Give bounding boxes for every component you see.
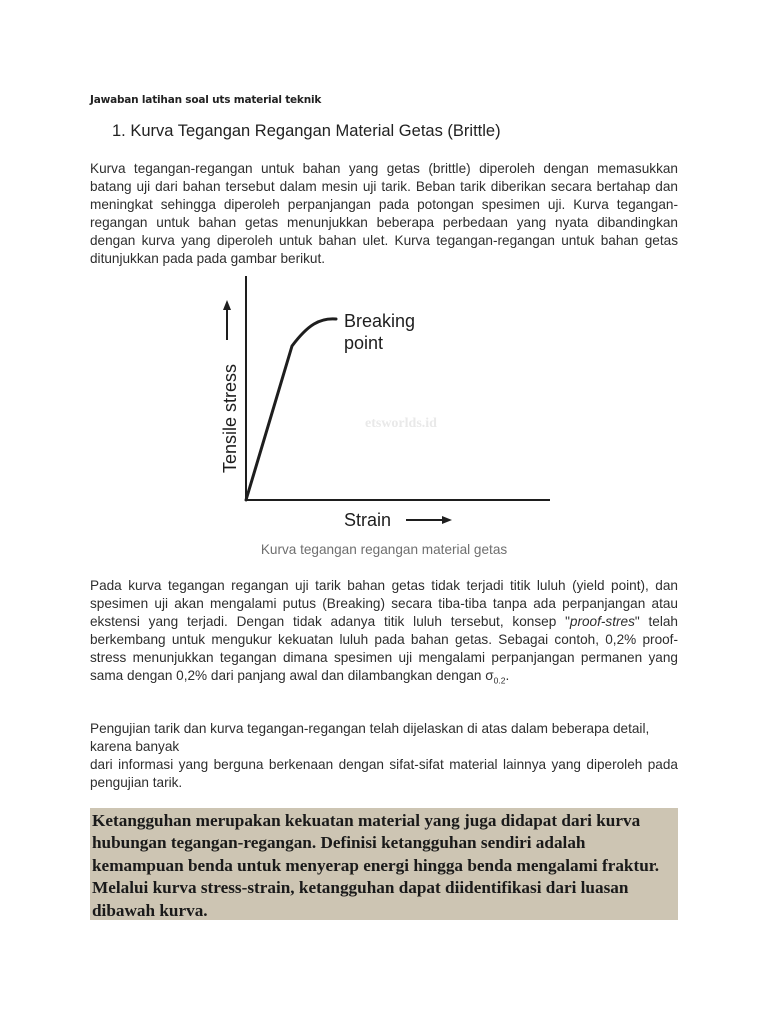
- document-title: Jawaban latihan soal uts material teknik: [90, 94, 322, 106]
- paragraph-tensile-line-2: dari informasi yang berguna berkenaan dengan sifat-sifat material lainnya yang diperoleh pada pengujian tarik.: [90, 757, 678, 791]
- paragraph-tensile-testing: [90, 720, 678, 792]
- stress-strain-figure: [210, 268, 560, 538]
- paragraph-tensile-line-1: Pengujian tarik dan kurva tegangan-regangan telah dijelaskan di atas dalam beberapa detail, karena banyak: [90, 721, 650, 755]
- x-axis-label: Strain: [344, 510, 392, 530]
- breaking-label: Breaking: [344, 311, 416, 331]
- paragraph-proof-stress: [90, 577, 678, 690]
- paragraph-proof-stress-part-1: Pada kurva tegangan regangan uji tarik bahan getas tidak terjadi titik luluh (yield point), dan spesimen uji akan mengalami putus (Breaking) secara tiba-tiba tanpa ada perpanjangan atau ekstensi yang terjadi. Dengan tidak adanya titik luluh tersebut, konsep ": [90, 578, 678, 630]
- point-label: point: [344, 333, 384, 353]
- stress-strain-curve: [246, 319, 336, 500]
- highlight-box: [90, 808, 678, 920]
- y-axis-label: Tensile stress: [220, 363, 240, 473]
- paragraph-proof-stress-part-2: " telah berkembang untuk mengukur kekuatan luluh pada bahan getas. Sebagai contoh, 0,2% proof-stress menunjukkan tegangan dimana spesimen uji mengalami perpanjangan permanen yang sama dengan 0,2% dari panjang awal dan dilambangkan dengan σ: [90, 614, 678, 684]
- figure-watermark: etsworlds.id: [365, 416, 437, 431]
- y-axis-arrow-icon: [223, 300, 231, 340]
- section-heading: 1. Kurva Tegangan Regangan Material Getas (Brittle): [112, 122, 501, 140]
- paragraph-proof-stress-end: .: [505, 668, 510, 684]
- proof-stres-term: proof-stres: [569, 614, 635, 630]
- paragraph-intro: Kurva tegangan-regangan untuk bahan yang getas (brittle) diperoleh dengan memasukkan batang uji dari bahan tersebut dalam mesin uji tarik. Beban tarik diberikan secara bertahap dan meningkat sehingga diperoleh perpanjangan pada potongan spesimen uji. Kurva tegangan-regangan untuk bahan getas menunjukkan beberapa perbedaan yang nyata dibandingkan dengan kurva yang diperoleh untuk bahan ulet. Kurva tegangan-regangan untuk bahan getas ditunjukkan pada pada gambar berikut.: [90, 161, 678, 267]
- highlight-text: Ketangguhan merupakan kekuatan material yang juga didapat dari kurva hubungan tegangan-regangan. Definisi ketangguhan sendiri adalah kemampuan benda untuk menyerap energi hingga benda mengalami fraktur. Melalui kurva stress-strain, ketangguhan dapat diidentifikasi dari luasan dibawah kurva.: [92, 811, 660, 920]
- sigma-subscript: 0.2: [493, 676, 506, 687]
- stress-strain-diagram: [210, 268, 560, 538]
- figure-caption: Kurva tegangan regangan material getas: [260, 542, 508, 557]
- x-axis-arrow-icon: [406, 516, 452, 524]
